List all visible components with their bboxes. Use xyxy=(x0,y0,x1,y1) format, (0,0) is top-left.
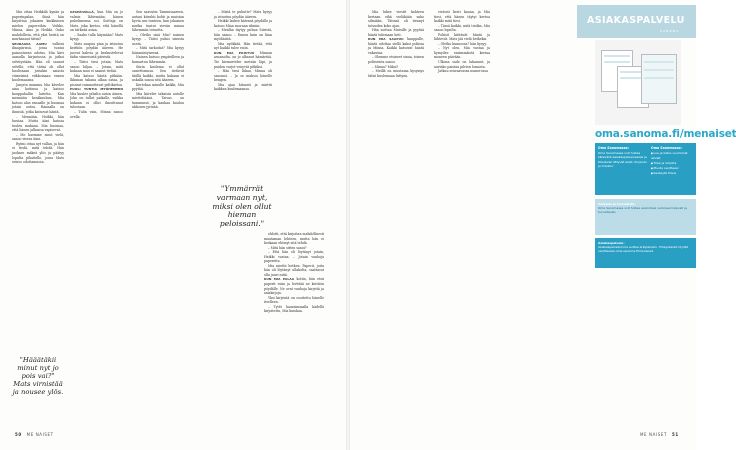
article-paragraph: – Minua? Miksi? xyxy=(372,64,399,69)
subheading: KUN MIA SAAPUU xyxy=(368,37,408,42)
oma-sanoma-info-box xyxy=(595,143,696,195)
article-paragraph: – Oletko kunnossa? hän kysyy. xyxy=(438,41,487,46)
feature-list-item: ■ Tilaa ja lahjoita xyxy=(651,161,695,166)
text-column-5 xyxy=(264,232,324,427)
help-text: Oma Sanomassa voit hoitaa asiointiasi verkossa helposti ja turvallisesti. xyxy=(598,206,687,215)
footer-label-right: ME NAISET xyxy=(640,432,668,437)
feature-list-item: ■ Lue ja katso uusimmat lehdet xyxy=(651,151,695,160)
article-paragraph: – Mitä hän sitten sanoi? xyxy=(268,245,307,250)
article-paragraph: – Mistä te puhutte? Mats kysyy ja istuutuu pöydän ääreen. xyxy=(214,10,272,19)
text-column-6 xyxy=(368,10,424,430)
article-paragraph: – Saako tulla käymään? Mats kysyy. xyxy=(70,32,123,42)
text-column-1 xyxy=(12,10,64,405)
text-column-2 xyxy=(70,10,123,430)
article-paragraph: PUOLI TUNTIA MYÖHEMMIN Mia kuulee pihalta auton äänen. Joku on tullut paikalle, vaikka kukaan ei ollut ilmoittanut tulostaan. xyxy=(70,87,123,110)
page-gutter xyxy=(346,0,350,450)
article-paragraph: Poliisit kiittävät häntä ja lähtevät. Mats jää vielä hetkeksi. xyxy=(434,32,490,42)
right-footer xyxy=(640,432,682,437)
pull-quote-left xyxy=(12,356,64,396)
article-paragraph: ILTAPÄIVÄLLÄ, kun Mia on jo valmis lähtemään, hänen puhelimensa soi. Soittaja on Mats, joka kertoo, että hänellä on tärkeää asiaa. xyxy=(70,10,123,33)
subheading: ILTAPÄIVÄLLÄ, xyxy=(70,10,98,14)
features-heading: Oma Sanomassa: xyxy=(651,146,682,150)
article-paragraph: Jatkuu seuraavassa numerossa xyxy=(438,69,488,74)
article-paragraph: Heikki laskee kätensä pöydälle ja katsoo Miaa suoraan silmiin. xyxy=(214,19,272,28)
subheading: PUOLI TUNTIA MYÖHEMMIN xyxy=(70,87,123,92)
extra-text: Asiakaspalvelumme auttaa arkipäivisin. Yhteystiedot löydät osoitteesta oma.sanoma.fi/menaiset. xyxy=(598,245,688,254)
tablet-image xyxy=(641,54,677,104)
article-paragraph: – Olemme etsineet sinua, toinen poliiseista sanoo. xyxy=(368,55,424,65)
feature-list-item: ■ Keskeytä tilaus xyxy=(651,171,695,176)
page-number-right: 51 xyxy=(671,432,679,437)
help-box xyxy=(595,199,696,235)
page-number-left: 50 xyxy=(15,432,22,437)
oma-sanoma-url[interactable]: oma.sanoma.fi/menaiset xyxy=(595,128,736,140)
pull-quote-left-text: "Hääätäkii minut nyt jo pois vai?" Mats virnistää ja nousee ylös. xyxy=(12,356,64,396)
info-heading: Oma Sanomassa: xyxy=(598,146,629,150)
article-paragraph: KUN MIA SAAPUU kauppalle, häntä odottaa siellä kaksi poliisia ja Minna. Kaikki katsovat häntä vakavina. xyxy=(368,37,424,55)
info-text: Oma Sanomassa voit hoitaa kätevästi asiakaspalveluasiasi ja tilauksiisi liittyvät asiat. Kirjaudu ja tutustu! xyxy=(598,151,647,168)
article-paragraph: Mia nyökkää. Hän tietää, että nyt kaikki tulee esiin. xyxy=(214,41,272,51)
article-paragraph: – Meidän täytyy puhua Siiristä, hän sanoo. – Ennen kuin on liian myöhäistä. xyxy=(214,28,272,42)
extra-heading: Asiakaspalvelu: xyxy=(598,241,625,245)
article-paragraph: KUN MIA PALAA kotiin, hän etsii paperit esiin ja levittää ne keittiön pöydälle. Ne ovat vanhoja kirjeitä ja asiakirjoja. xyxy=(264,277,324,296)
article-paragraph: – Mitä tarkoitat? Mia kysyy hämmästyneenä. xyxy=(132,46,184,55)
customer-service-banner xyxy=(577,5,696,38)
article-paragraph: – Mennään, Heikki, hän huutaa. Mutta ääni katoaa tuulen mukana. Mia huomaa, että hänen jalkansa vapisevat. xyxy=(12,114,64,133)
article-paragraph: Mats saapuu pian ja istuutuu keittiön pöydän ääreen. He juovat kahvia ja keskustelevat tädin viimeisistä päivistä. xyxy=(70,41,123,60)
article-paragraph: Mia katsoo häntä pitkään. Ikkunan takana alkaa sataa, ja pisarat rummuttavat peltikattoa. xyxy=(70,73,123,87)
article-paragraph: Mia miettii hetken. Paperit, joita hän oli löytänyt ullakolta, saattavat olla juuri niitä. xyxy=(264,263,324,277)
left-footer xyxy=(12,432,54,437)
magazine-product-image xyxy=(595,40,681,125)
article-paragraph: Nainen katsoo ympärilleen ja kumartuu lähemmäs. xyxy=(132,55,184,65)
article-paragraph: vietosti kesti kauan, ja Mia tiesi, että hänen täytyi kertoa kaikki mitä tiesi. xyxy=(434,10,490,24)
article-paragraph: – Tässä kaikki, mitä tiedän, Mia sanoo lopulta. xyxy=(434,23,490,33)
banner-subtitle: SANOMA xyxy=(660,29,680,33)
article-paragraph: – Nyt olen, Mia vastaa ja hymyilee ensimmäistä kertaa moneen päivään. xyxy=(434,46,490,60)
article-paragraph: Rytmi ottaa nyt vallan, ja hän ei tiedä, mitä tehdä. Hän juoksee mäkeä ylös ja päätyy lopulta pihatielle, jossa Mats seisoo odottamassa. xyxy=(12,141,64,165)
article-paragraph: – Meillä on muutama kysymys tätisi kuolemaan liittyen. xyxy=(368,69,424,78)
article-paragraph: eldotti, että kirjoitan mahdollisesti muutaman lehteen, mutta hän ei koskaan ehtinyt sitä tehdä. xyxy=(264,232,324,246)
article-paragraph: Mia ajaa hitaasti ja miettii kaikkea kuulemaansa. xyxy=(214,82,272,92)
article-paragraph: – Hän tiesi liikaa, Minna oli sanonut. – Ja se maksoi hänelle hengen. xyxy=(214,69,272,83)
article-paragraph: Mia ottaa Heikkilä kynän ja paperinpalan. Siinä hän kirjoittaa jokaisen kiukkuisen mielen papereihin. Veikko, Minna, Aino ja Heikki. Onko mahdollista, että yksi heistä on murhannut tätini? xyxy=(12,10,64,42)
text-column-8 xyxy=(500,240,582,430)
extra-info-box xyxy=(595,238,696,268)
pull-quote-middle-text: "Ymmärrät varmaan nyt, miksi olen ollut hieman peloissani." xyxy=(212,184,272,229)
subheading: SEURAAVA AAMU xyxy=(12,41,53,46)
article-paragraph: Hän soittaa Matsille ja pyytää häntä tulemaan heti. xyxy=(368,28,424,37)
article-paragraph: Sen saavutin Tammisaareen, autoni kiiruhti kohti ja muistan hyvin sen tunteen, kun jokainen mutka tuntui vievän minua lähemmäs totuutta. xyxy=(132,10,184,33)
article-paragraph: – Oletko sinä Mia? nainen kysyy. – Tätisi puhui sinusta usein. xyxy=(132,32,184,46)
pull-quote-middle xyxy=(212,185,272,229)
feature-list-item: ■ Muuta osoitteesi xyxy=(651,166,695,171)
article-paragraph: Kertokaa minulle kaikki, Mia pyytää. xyxy=(132,82,184,92)
banner-title: ASIAKASPALVELU xyxy=(587,15,685,26)
article-paragraph: Mia lukee viestit kahteen kertaan eikä vieläkään usko silmiään. Tätinsä oli tiennyt totuuden koko ajan. xyxy=(368,10,424,28)
article-paragraph: – Tätisi tiesi jotain, Mats sanoo hiljaa. – Jotain, mitä kukaan muu ei saanut tietää. xyxy=(70,60,123,74)
article-paragraph: Ulkona sade on lakannut, ja aurinko paistaa pilvien lomasta. xyxy=(434,60,490,69)
text-column-3 xyxy=(132,10,184,430)
help-heading: Helppoa ja turvallista: xyxy=(598,202,636,206)
article-paragraph: KUN MIA POISTUU Minnan asunnolta, on jo alkanut hämärtää. Tie kiemurtelee metsän läpi, ja puiden varjot venyvät pitkiksi. xyxy=(214,50,272,69)
article-paragraph: SEURAAVA AAMU valkeni ilmapiirissä, jossa tuntui painostavan odotus. Mia kävi aamulla kirjastossa ja jatkoi selvitystään. Hän oli saanut selville, että tätini oli ollut huolissaan jostakin asiasta viimeisinä viikkoinaan ennen kuolemaansa. xyxy=(12,41,64,83)
article-paragraph: Janyrin mummu Mia kävelee aina kotiinsa ja katsoo kauppahallin laitetta. Kun mennään kesäkuuhun, Mia katsoo alas rannalle ja huomaa jotain outoa. Rannalla on ihmisiä, jotka katsovat häntä. xyxy=(12,82,64,115)
article-paragraph: – Tulin vain, Minna sanoo ovella. xyxy=(70,110,123,119)
article-paragraph: – Me haemme sinut vielä, sanoo vieras ääni. xyxy=(12,132,64,142)
article-paragraph: Siirin kuolema ei ollut onnettomuus. Sen tietävät täällä kaikki, mutta kukaan ei uskalla sanoa sitä ääneen. xyxy=(132,64,184,83)
article-paragraph: Mia kävelee takaisin autolle mietteliäänä. Taivas on tummunut, ja kaukaa kuuluu ukkosen jyrinää. xyxy=(132,91,184,110)
text-column-7 xyxy=(434,10,490,430)
article-paragraph: – Tyttö hauraimmalla kädellä kirjoitettu, Mia kuiskaa. xyxy=(264,304,324,314)
footer-label-left: ME NAISET xyxy=(26,432,54,437)
subheading: KUN MIA POISTUU xyxy=(214,50,260,55)
article-paragraph: Yksi kirjeistä on osoitettu hänelle itselleen. xyxy=(264,295,324,305)
article-paragraph: – Että hän oli löytänyt jotain, Heikki vastaa. – Jotain vanhoja papereita. xyxy=(264,250,324,264)
subheading: KUN MIA PALAA xyxy=(264,277,297,282)
